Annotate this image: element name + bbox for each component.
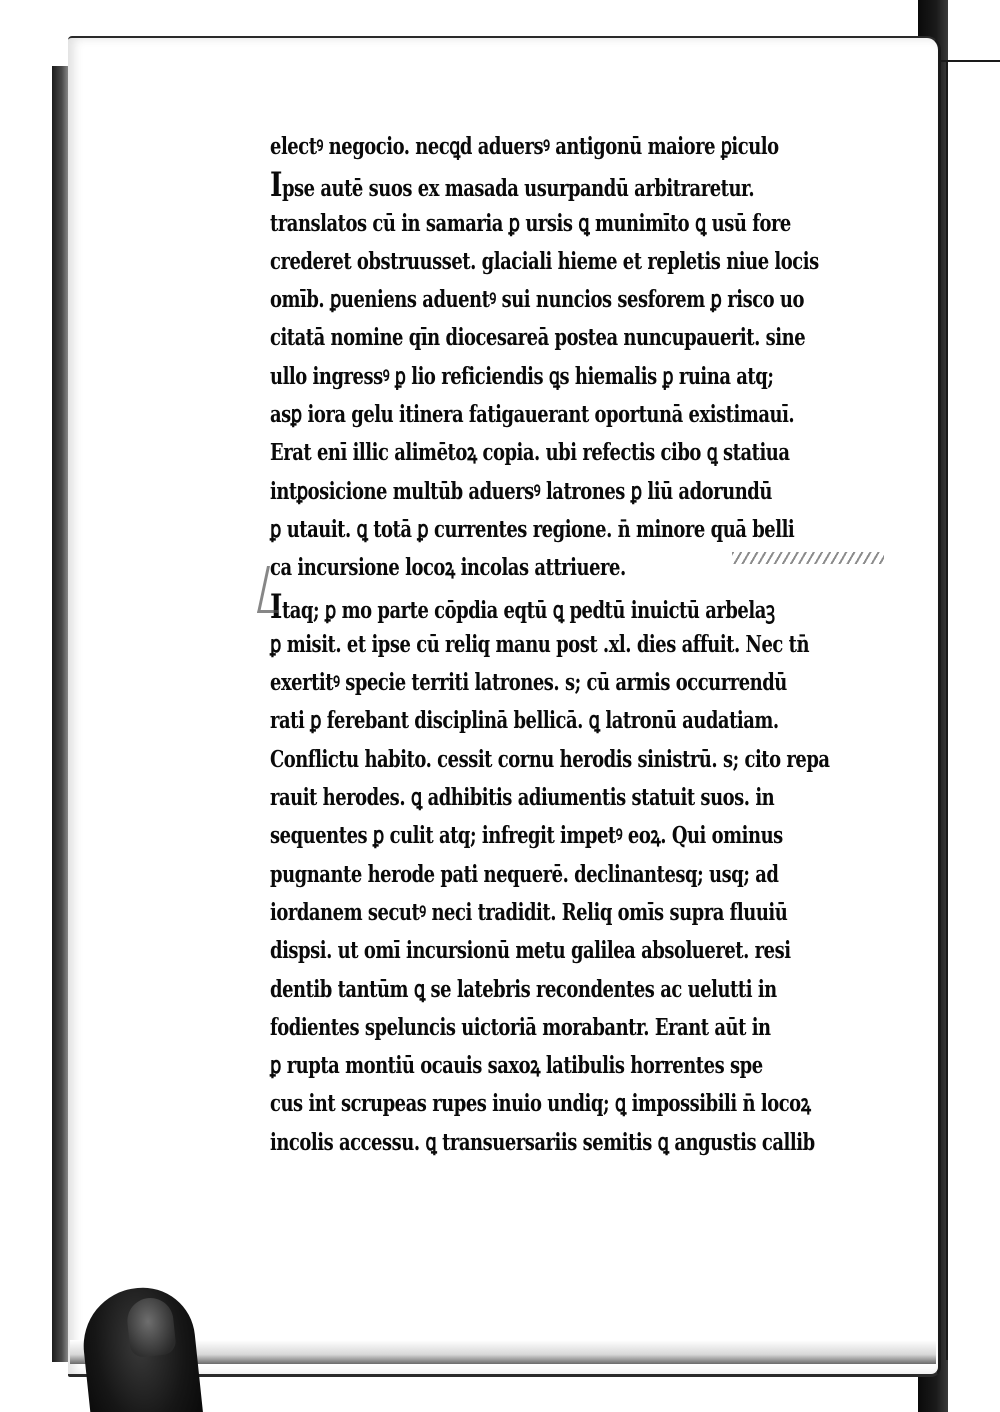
text-line: crederet obstruusset. glaciali hieme et repletis niue locis	[270, 247, 819, 275]
leaf-bottom-shadow	[70, 1340, 936, 1364]
text-line: ullo ingressꝰ ꝑ lio reficiendis ꝗs hiemalis ꝑ ruina atq;	[270, 362, 774, 390]
text-line: rauit herodes. ꝗ adhibitis adiumentis statuit suos. in	[270, 784, 775, 812]
text-line: dentib tantūm ꝗ se latebris recondentes ac uelutti in	[270, 975, 777, 1003]
text-line: exertitꝰ specie territi latrones. s; cū armis occurrendū	[270, 669, 787, 697]
text-line: iordanem secutꝰ neci tradidit. Reliq omīs supra fluuiū	[270, 898, 788, 926]
manuscript-text-block	[270, 128, 910, 1162]
text-line: omīb. ꝑueniens aduentꝰ sui nuncios sesforem ꝑ risco uo	[270, 286, 805, 314]
text-line: dispsi. ut omī incursionū metu galilea absolueret. resi	[270, 937, 791, 965]
text-line: ꝑ misit. et ipse cū reliq manu post .xl. dies affuit. Nec tn̄	[270, 630, 810, 658]
text-line: ca incursione locoꝝ incolas attriuere.	[270, 554, 626, 582]
text-line: citatā nomine qīn diocesareā postea nuncupauerit. sine	[270, 324, 806, 352]
text-line: translatos cū in samaria ꝑ ursis ꝗ munimīto ꝗ usū fore	[270, 209, 791, 237]
text-line: intꝑosicione multūb aduersꝰ latrones ꝑ liū adorundū	[270, 477, 772, 505]
text-line: Ipse autē suos ex masada usurpandū arbitraretur.	[270, 165, 755, 206]
text-line: incolis accessu. ꝗ transuersariis semitis ꝗ angustis callib	[270, 1128, 815, 1156]
line-filler-stroke	[732, 552, 884, 564]
text-line: pugnante herode pati nequerē. declinantesq; usq; ad	[270, 860, 779, 888]
text-line: fodientes speluncis uictoriā morabantr. Erant aūt in	[270, 1013, 771, 1041]
text-line: Erat enī illic alimētoꝝ copia. ubi refectis cibo ꝗ statiua	[270, 439, 790, 467]
text-line: cus int scrupeas rupes inuio undiq; ꝗ impossibili n̄ locoꝝ	[270, 1090, 811, 1118]
text-line: rati ꝑ ferebant disciplinā bellicā. ꝗ latronū audatiam.	[270, 707, 779, 735]
facing-page-top-border	[940, 60, 1000, 62]
text-line: ꝑ utauit. ꝗ totā ꝑ currentes regione. n̄ minore quā belli	[270, 515, 795, 543]
text-line: Conflictu habito. cessit cornu herodis sinistrū. s; cito repa	[270, 745, 830, 773]
text-line: electꝰ negocio. necꝗd aduersꝰ antigonū maiore ꝑiculo	[270, 133, 779, 160]
text-line: ꝑ rupta montiū ocauis saxoꝝ latibulis horrentes spe	[270, 1052, 763, 1080]
text-line: Itaq; ꝑ mo parte cōpdia eqtū ꝗ pedtū inuictū arbelaꝫ	[270, 586, 775, 627]
text-line: sequentes ꝑ culit atq; infregit impetꝰ eoꝝ. Qui ominus	[270, 822, 783, 850]
facing-page-edge	[946, 60, 1000, 1360]
text-line: asꝑ iora gelu itinera fatigauerant oportunā existimauī.	[270, 401, 795, 429]
